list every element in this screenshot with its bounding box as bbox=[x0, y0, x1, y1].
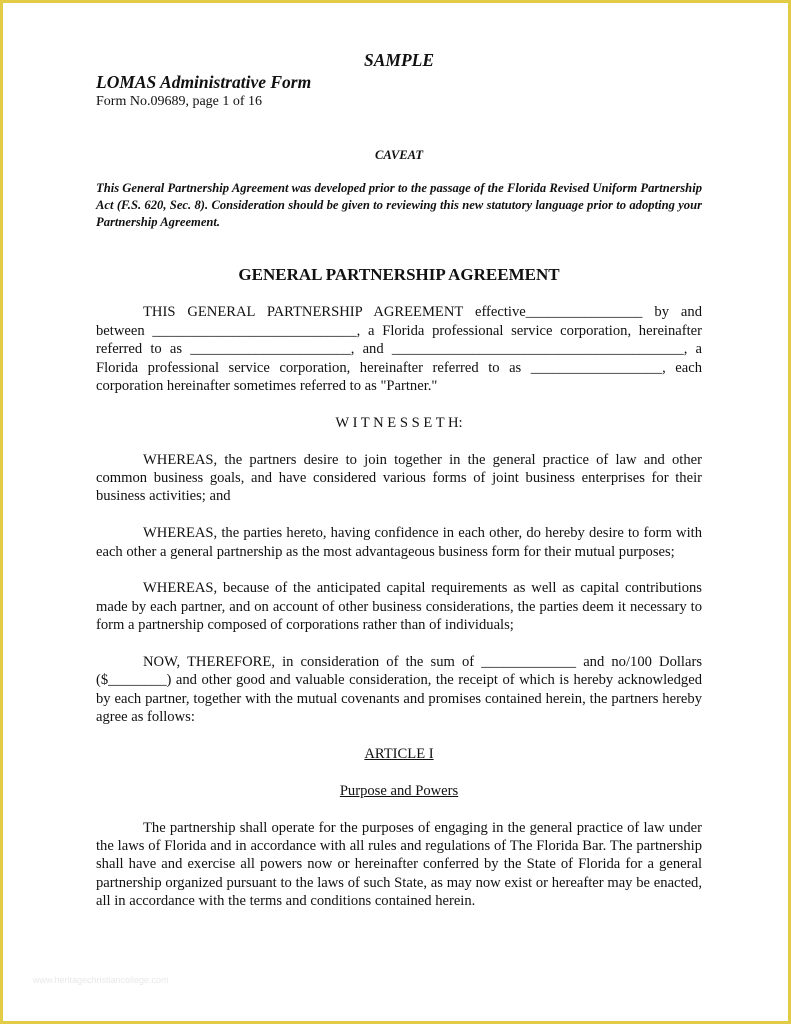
article-subheading: Purpose and Powers bbox=[339, 782, 459, 799]
whereas-paragraph-3: WHEREAS, because of the anticipated capital requirements as well as capital contributions made by each partner, and on account of other business considerations, the parties deem it necessary to form a partnership composed of corporations rather than of individuals; bbox=[96, 580, 702, 634]
article-heading: ARTICLE I bbox=[364, 746, 434, 763]
agreement-title: GENERAL PARTNERSHIP AGREEMENT bbox=[238, 265, 560, 285]
document-page bbox=[96, 49, 702, 929]
whereas-paragraph-2: WHEREAS, the parties hereto, having confidence in each other, do hereby desire to form with each other a general partnership as the most advantageous business form for their mutual purposes; bbox=[96, 525, 702, 560]
form-title: LOMAS Administrative Form bbox=[96, 72, 312, 92]
witnesseth-heading: W I T N E S S E T H: bbox=[335, 414, 463, 431]
caveat-title: CAVEAT bbox=[374, 148, 424, 162]
now-therefore-paragraph: NOW, THEREFORE, in consideration of the sum of _____________ and no/100 Dollars ($________) and other good and valuable consideration, the receipt of which is hereby acknowledged by each partner, together with the mutual covenants and promises contained herein, the partners hereby agree as follows: bbox=[96, 654, 702, 726]
form-number: Form No.09689, page 1 of 16 bbox=[96, 94, 263, 109]
sample-label: SAMPLE bbox=[363, 50, 435, 70]
watermark-text: www.heritagechristiancollege.com bbox=[33, 975, 169, 985]
whereas-paragraph-1: WHEREAS, the partners desire to join together in the general practice of law and other common business goals, and have considered various forms of joint business enterprises for their business activities; and bbox=[96, 451, 702, 505]
caveat-text: This General Partnership Agreement was developed prior to the passage of the Florida Revised Uniform Partnership Act (F.S. 620, Sec. 8). Consideration should be given to reviewing this new statutory language prior to adopting your Partnership Agreement. bbox=[96, 181, 702, 229]
article-paragraph: The partnership shall operate for the purposes of engaging in the general practice of law under the laws of Florida and in accordance with all rules and regulations of The Florida Bar. The partnership shall have and exercise all powers now or hereinafter conferred by the State of Florida for a general partnership organized pursuant to the laws of such State, as may now exist or hereafter may be enacted, all in accordance with the terms and conditions contained herein. bbox=[96, 819, 702, 910]
intro-paragraph: THIS GENERAL PARTNERSHIP AGREEMENT effective________________ by and between ____________________________, a Florida professional service corporation, hereinafter referred to as ______________________, and ________________________________________, a Florida professional service corporation, hereinafter referred to as __________________, each corporation hereinafter sometimes referred to as "Partner." bbox=[96, 304, 702, 395]
